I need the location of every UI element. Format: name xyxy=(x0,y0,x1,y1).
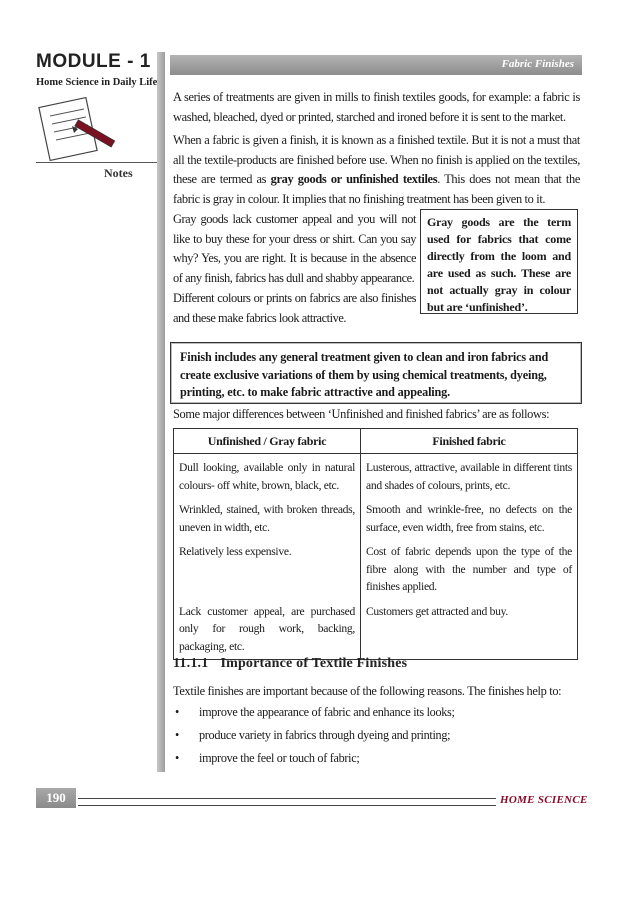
table-cell: Lusterous, attractive, available in different tints and shades of colours, prints, etc. xyxy=(361,454,578,497)
table-cell: Lack customer appeal, are purchased only for rough work, backing, packaging, etc. xyxy=(174,598,361,660)
list-item: • improve the feel or touch of fabric; xyxy=(175,751,360,765)
finish-definition-box: Finish includes any general treatment given to clean and iron fabrics and create exclusive variations of them by using chemical treatments, dyeing, printing, etc. to make fabric attractive and appealing. xyxy=(170,342,582,404)
paragraph-treatments: A series of treatments are given in mills to finish textiles goods, for example: a fabric is washed, bleached, dyed or printed, starched and ironed before it is sent to the market. xyxy=(173,90,580,124)
section-title: Importance of Textile Finishes xyxy=(220,656,408,671)
notes-label: Notes xyxy=(104,166,133,180)
table-row xyxy=(174,538,578,598)
paragraph-finished-textile: When a fabric is given a finish, it is known as a finished textile. But it is not a must that all the textile-products are finished before use. When no finish is applied on the textiles, these are termed as gray goods or unfinished textiles. This does not mean that the fabric is gray in colour. It implies that no finishing treatment has been given to it. xyxy=(173,133,581,206)
table-intro: Some major differences between ‘Unfinished and finished fabrics’ are as follows: xyxy=(173,407,550,421)
table-row xyxy=(174,454,578,497)
module-title: MODULE - 1 xyxy=(36,51,151,72)
column-header-finished: Finished fabric xyxy=(361,429,578,454)
margin-vertical-bar xyxy=(157,52,165,772)
finish-benefits-list xyxy=(173,705,455,774)
notes-divider xyxy=(36,162,160,163)
table-cell: Customers get attracted and buy. xyxy=(361,598,578,660)
bullet-icon: • xyxy=(175,705,179,719)
section-intro: Textile finishes are important because of the following reasons. The finishes help to: xyxy=(173,684,562,698)
bullet-icon: • xyxy=(175,728,179,742)
table-row xyxy=(174,598,578,660)
bullet-icon: • xyxy=(175,751,179,765)
table-cell: Relatively less expensive. xyxy=(174,538,361,598)
column-header-unfinished: Unfinished / Gray fabric xyxy=(174,429,361,454)
table-cell: Dull looking, available only in natural colours- off white, brown, black, etc. xyxy=(174,454,361,497)
module-subtitle: Home Science in Daily Life xyxy=(36,77,158,88)
gray-goods-callout: Gray goods are the term used for fabrics that come directly from the loom and are used as such. These are not actually gray in colour but are ‘unfinished’. xyxy=(420,209,578,314)
table-row xyxy=(174,496,578,538)
chapter-title: Fabric Finishes xyxy=(501,58,574,70)
section-heading xyxy=(173,656,407,672)
list-item: • improve the appearance of fabric and enhance its looks; xyxy=(175,705,455,719)
table-cell: Wrinkled, stained, with broken threads, uneven in width, etc. xyxy=(174,496,361,538)
notepad-pen-icon xyxy=(34,96,126,168)
footer-label: HOME SCIENCE xyxy=(496,794,592,806)
list-item: • produce variety in fabrics through dyeing and printing; xyxy=(175,728,451,742)
page-number: 190 xyxy=(36,788,76,808)
fabric-comparison-table xyxy=(173,428,578,660)
chapter-header-bar xyxy=(170,55,582,75)
table-cell: Smooth and wrinkle-free, no defects on the surface, even width, free from stains, etc. xyxy=(361,496,578,538)
section-number: 11.1.1 xyxy=(173,656,209,671)
paragraph-customer-appeal: Gray goods lack customer appeal and you will not like to buy these for your dress or shirt. Can you say why? Yes, you are right. It is because in the absence of any finish, fabrics has dull and shabby appearance. xyxy=(173,212,416,285)
table-cell: Cost of fabric depends upon the type of the fibre along with the number and type of finishes applied. xyxy=(361,538,578,598)
table-header-row xyxy=(174,429,578,454)
paragraph-colours-prints: Different colours or prints on fabrics are also finishes and these make fabrics look attractive. xyxy=(173,291,416,325)
gray-goods-term: gray goods or unfinished textiles xyxy=(270,172,438,186)
